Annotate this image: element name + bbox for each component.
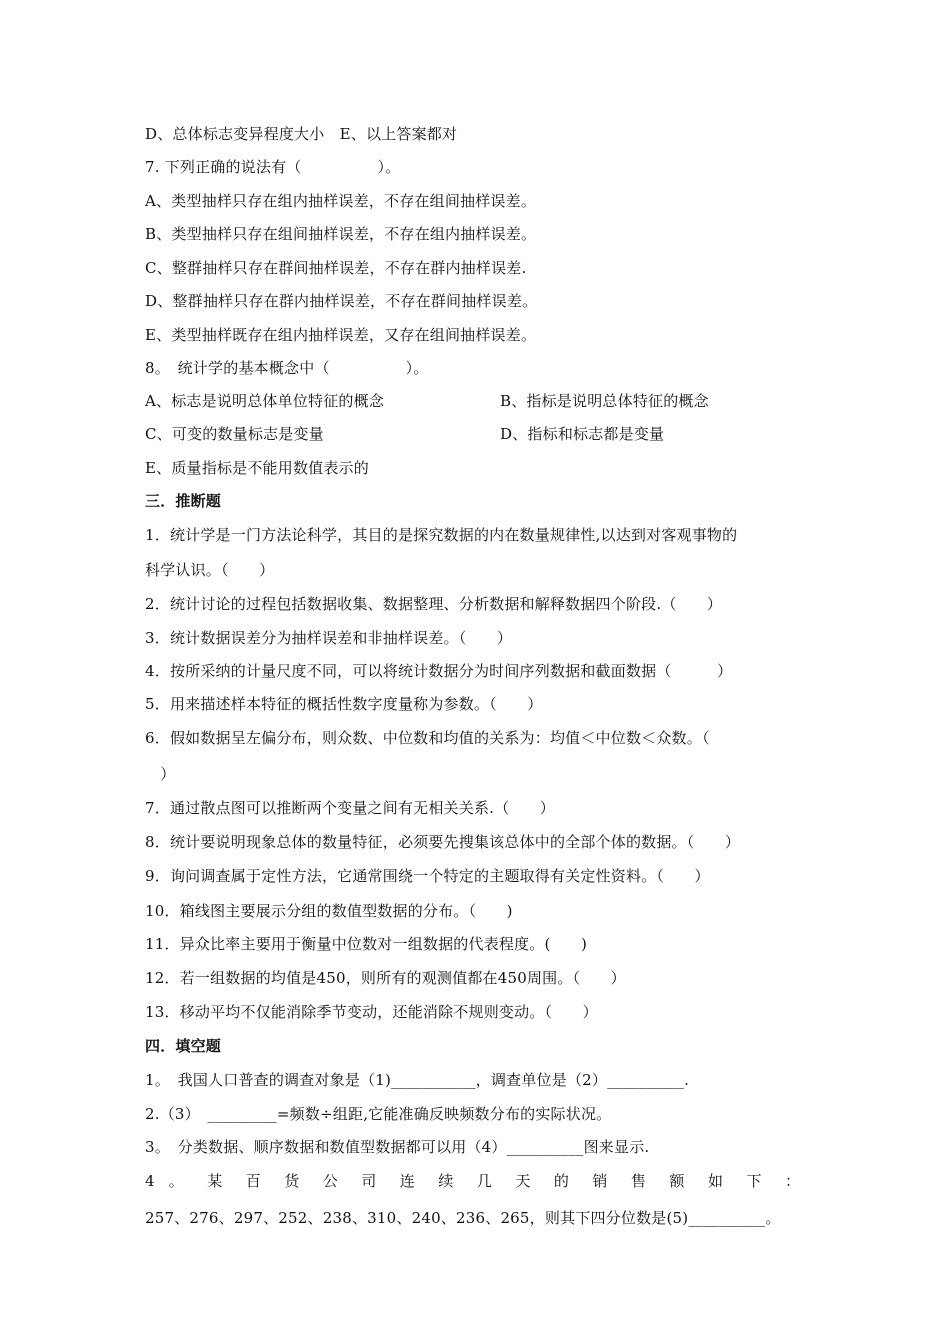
question-line: 3．统计数据误差分为抽样误差和非抽样误差。（ ）	[145, 629, 513, 647]
question-line: 6．假如数据呈左偏分布，则众数、中位数和均值的关系为：均值＜中位数＜众数。（	[145, 729, 710, 747]
option-line: C、可变的数量标志是变量	[145, 425, 324, 443]
fill-blank-line: 1。 我国人口普查的调查对象是（1)___________，调查单位是（2）__________.	[145, 1071, 690, 1089]
question-line: 7. 下列正确的说法有（ ）。	[145, 158, 401, 176]
question-line: 9．询问调查属于定性方法，它通常围绕一个特定的主题取得有关定性资料。（ ）	[145, 867, 710, 885]
question-line: 8．统计要说明现象总体的数量特征，必须要先搜集该总体中的全部个体的数据。（ ）	[145, 833, 741, 851]
section-heading: 三．推断题	[145, 492, 222, 510]
question-line: ）	[145, 765, 176, 783]
question-line: 2．统计讨论的过程包括数据收集、数据整理、分析数据和解释数据四个阶段.（ ）	[145, 595, 723, 613]
option-line: D、整群抽样只存在群内抽样误差，不存在群间抽样误差。	[145, 292, 538, 310]
question-line: 7．通过散点图可以推断两个变量之间有无相关关系.（ ）	[145, 799, 555, 817]
option-line: A、标志是说明总体单位特征的概念	[145, 392, 385, 410]
question-line: 8。 统计学的基本概念中（ ）。	[145, 359, 429, 377]
option-line: E、质量指标是不能用数值表示的	[145, 459, 369, 477]
section-heading: 四．填空题	[145, 1037, 222, 1055]
fill-blank-line: 257、276、297、252、238、310、240、236、265，则其下四分位数是(5)__________。	[145, 1209, 781, 1227]
option-line: D、总体标志变异程度大小 E、以上答案都对	[145, 125, 458, 143]
option-line: D、指标和标志都是变量	[500, 425, 665, 443]
question-line: 5．用来描述样本特征的概括性数字度量称为参数。（ ）	[145, 695, 543, 713]
question-line: 11．异众比率主要用于衡量中位数对一组数据的代表程度。( )	[145, 935, 587, 953]
option-line: B、类型抽样只存在组间抽样误差，不存在组内抽样误差。	[145, 225, 537, 243]
question-line: 1．统计学是一门方法论科学，其目的是探究数据的内在数量规律性,以达到对客观事物的	[145, 526, 738, 544]
option-line: C、整群抽样只存在群间抽样误差，不存在群内抽样误差.	[145, 259, 527, 277]
question-line: 13．移动平均不仅能消除季节变动，还能消除不规则变动。（ ）	[145, 1003, 598, 1021]
question-line: 10．箱线图主要展示分组的数值型数据的分布。（ )	[145, 902, 513, 920]
option-line: E、类型抽样既存在组内抽样误差，又存在组间抽样误差。	[145, 326, 537, 344]
option-line: A、类型抽样只存在组内抽样误差，不存在组间抽样误差。	[145, 192, 537, 210]
fill-blank-line: 2.（3） _________=频数÷组距,它能准确反映频数分布的实际状况。	[145, 1105, 612, 1123]
fill-blank-line: 4 。 某 百 货 公 司 连 续 几 天 的 销 售 额 如 下 ：	[145, 1172, 800, 1190]
question-line: 科学认识。（ ）	[145, 561, 275, 579]
question-line: 4．按所采纳的计量尺度不同，可以将统计数据分为时间序列数据和截面数据（ ）	[145, 662, 733, 680]
fill-blank-line: 3。 分类数据、顺序数据和数值型数据都可以用（4）__________图来显示.	[145, 1138, 650, 1156]
option-line: B、指标是说明总体特征的概念	[500, 392, 709, 410]
question-line: 12．若一组数据的均值是450，则所有的观测值都在450周围。（ ）	[145, 969, 626, 987]
